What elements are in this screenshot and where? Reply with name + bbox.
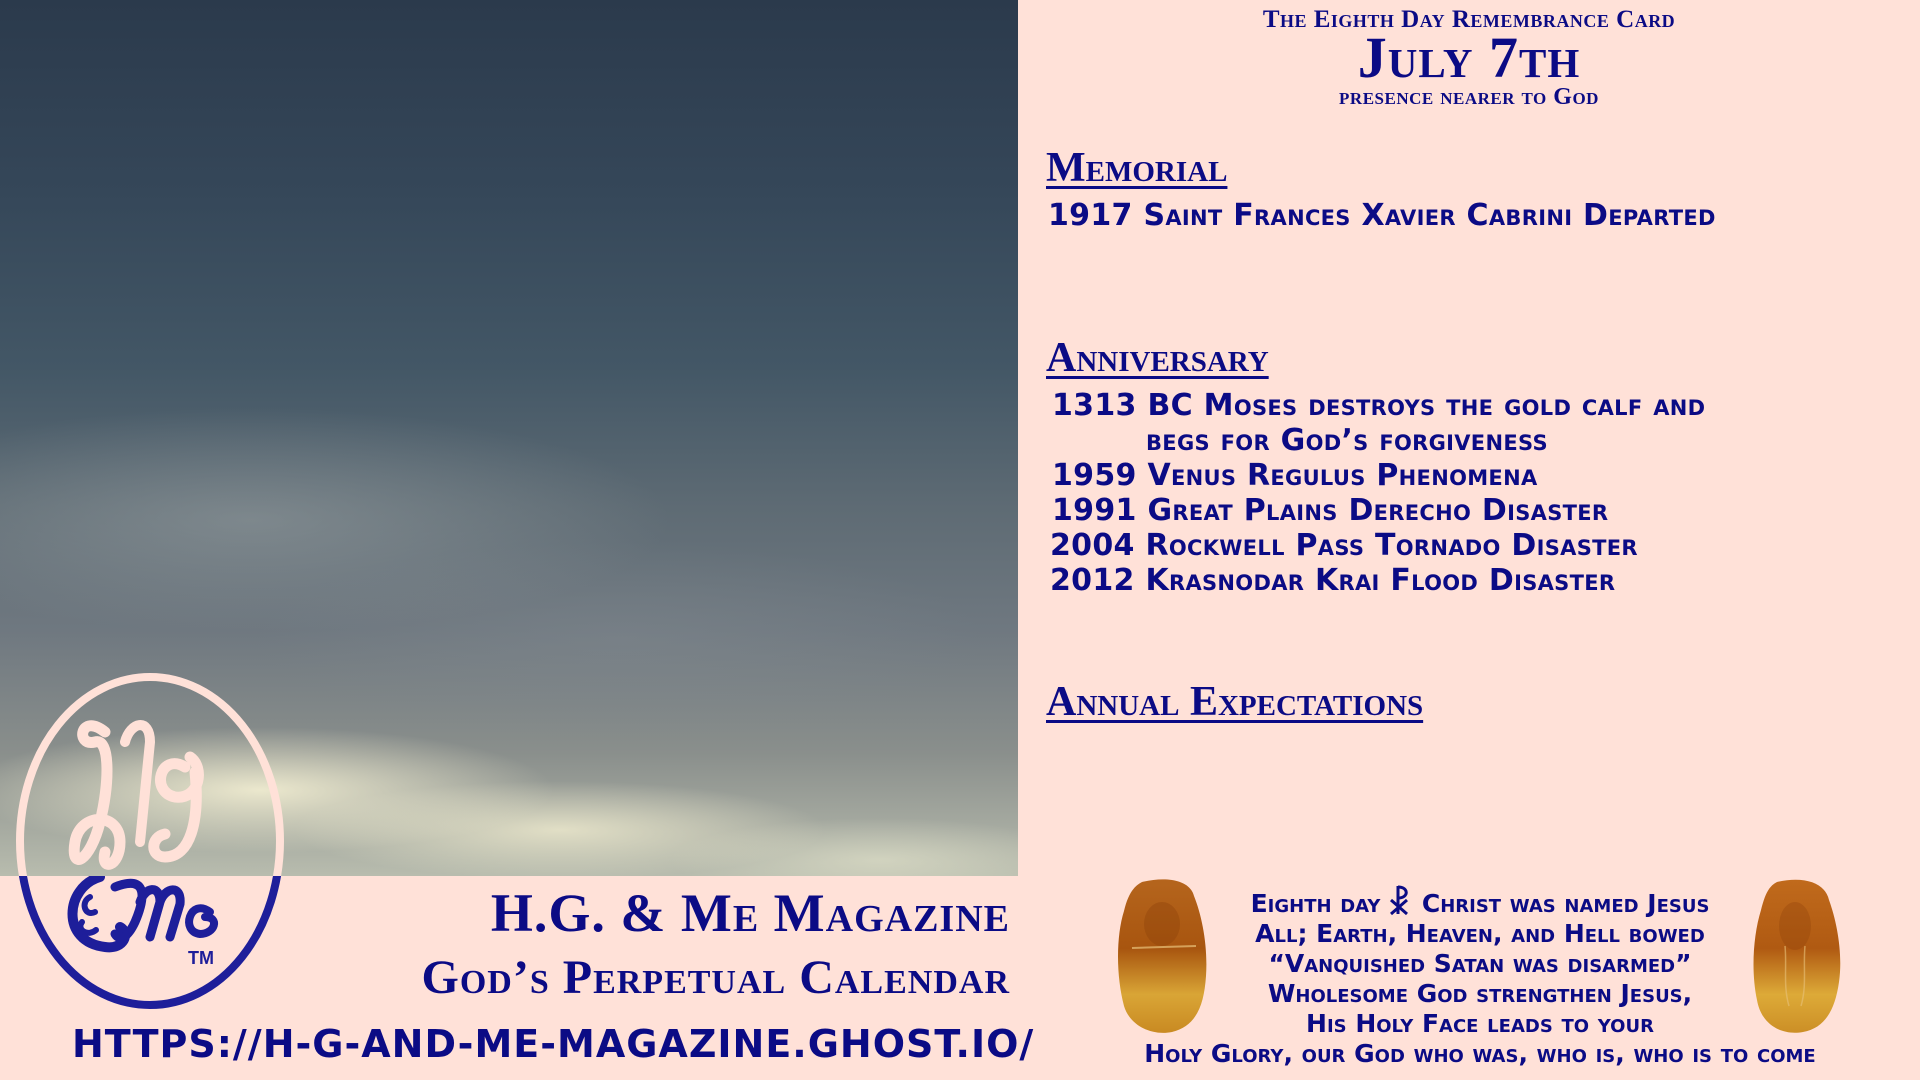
anniversary-heading: Anniversary [1046, 335, 1269, 381]
anniversary-entry-continuation: begs for God’s forgiveness [1146, 423, 1548, 458]
prayer-line-6: Holy Glory, our God who was, who is, who is to come [1144, 1039, 1816, 1068]
card-subtitle: presence nearer to God [1339, 84, 1599, 110]
hg-and-me-logo [10, 672, 290, 1010]
memorial-entry: 1917 Saint Frances Xavier Cabrini Departed [1048, 198, 1716, 233]
prayer-line-2: All; Earth, Heaven, and Hell bowed [1255, 919, 1705, 948]
trademark-symbol: TM [188, 948, 214, 968]
anniversary-entry: 1991 Great Plains Derecho Disaster [1052, 493, 1609, 528]
anniversary-entry: 1313 BC Moses destroys the gold calf and [1052, 388, 1706, 423]
card-title: The Eighth Day Remembrance Card [1262, 6, 1676, 33]
anniversary-entry: 2004 Rockwell Pass Tornado Disaster [1050, 528, 1638, 563]
memorial-heading: Memorial [1046, 145, 1228, 191]
annual-expectations-heading: Annual Expectations [1046, 679, 1424, 725]
anniversary-entry: 2012 Krasnodar Krai Flood Disaster [1050, 563, 1616, 598]
prayer-line-4: Wholesome God strengthen Jesus, [1267, 979, 1693, 1008]
anniversary-entry: 1959 Venus Regulus Phenomena [1052, 458, 1538, 493]
prayer-block [1100, 884, 1860, 1069]
magazine-title: H.G. & Me Magazine [490, 883, 1010, 943]
calendar-title: God’s Perpetual Calendar [421, 951, 1010, 1004]
magazine-url-link[interactable]: HTTPS://H-G-AND-ME-MAGAZINE.GHOST.IO/ [72, 1022, 1035, 1066]
chi-rho-icon [1389, 884, 1413, 916]
card-date: July 7th [1357, 25, 1581, 90]
prayer-line-3: “Vanquished Satan was disarmed” [1268, 949, 1692, 978]
prayer-line-5: His Holy Face leads to your [1306, 1009, 1654, 1038]
prayer-line-1: Eighth day Christ was named Jesus [1100, 884, 1860, 919]
